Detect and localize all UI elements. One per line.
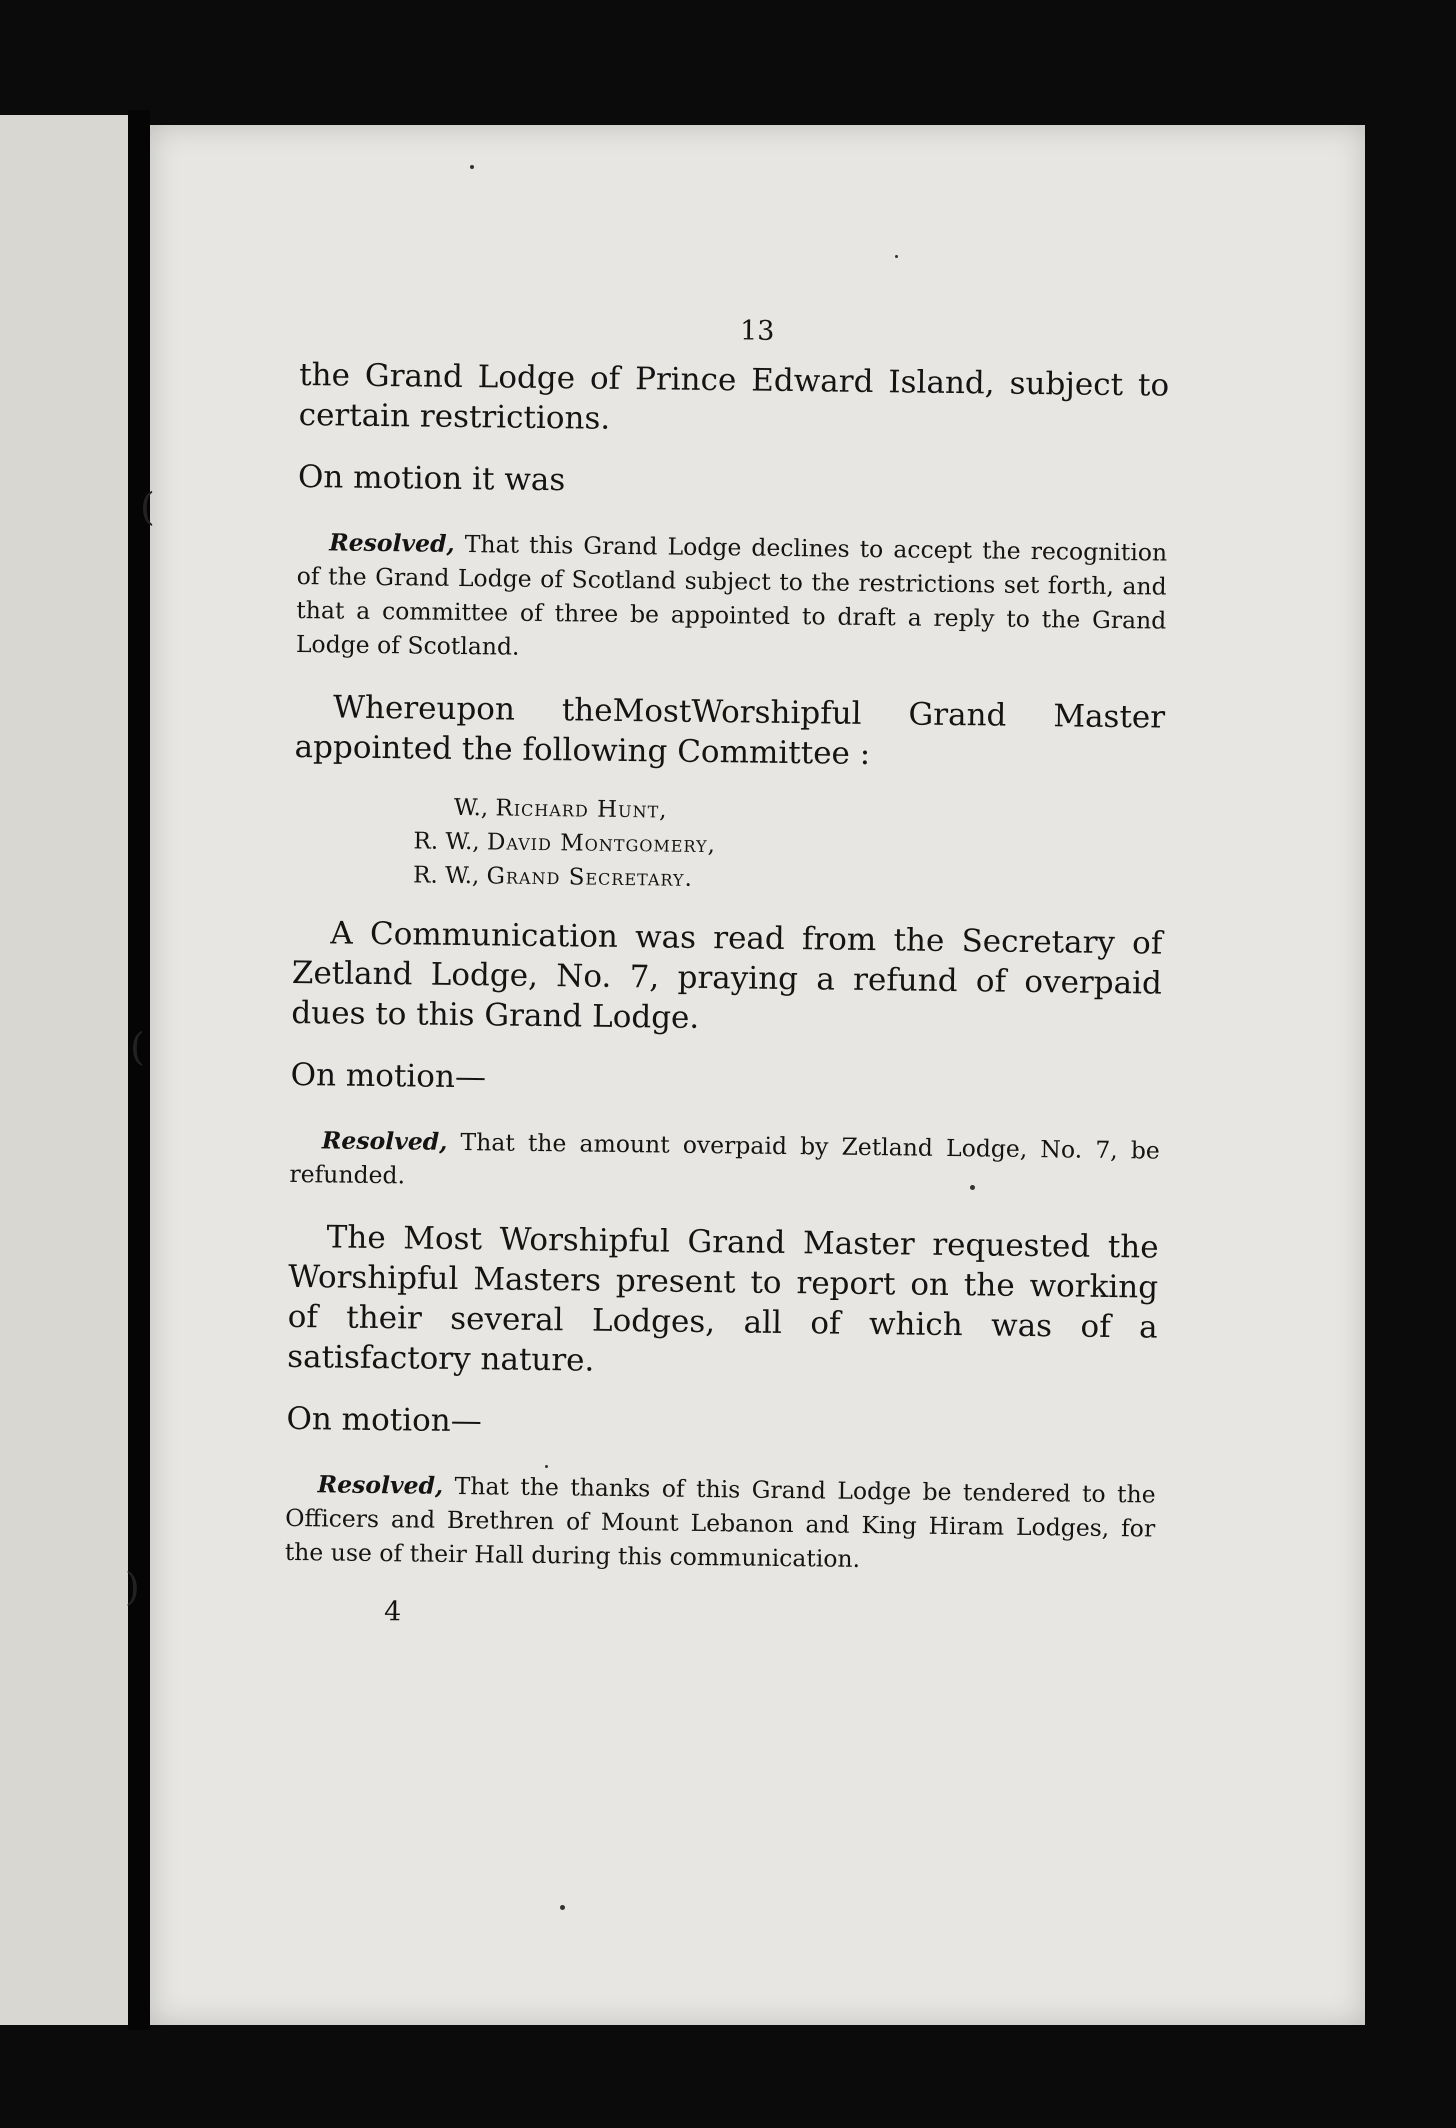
motion-heading: On motion it was [297,458,566,499]
member-name: David Montgomery, [486,829,717,859]
scan-speck [560,1905,565,1910]
motion-heading: On motion— [290,1056,487,1096]
resolved-label: Resolved, [321,1126,448,1156]
scan-speck [895,255,898,258]
member-name: Richard Hunt, [495,795,668,824]
margin-mark: ( [140,485,155,529]
communication-paragraph: A Communication was read from the Secretary of Zetland Lodge, No. 7, praying a refund of overpaid dues to this Grand Lodge. [291,915,1163,1036]
member-title: W., [453,794,489,822]
signature-mark: 4 [383,1596,402,1628]
margin-mark: ) [125,1565,140,1609]
report-paragraph: The Most Worshipful Grand Master requested the Worshipful Masters present to report on the working of their several Lodges, all of which was of a satisfactory nature. [286,1219,1159,1379]
page-text [284,310,1170,1637]
member-title: R. W., [413,828,480,856]
resolution-text: That the thanks of this Grand Lodge be tendered to the Officers and Brethren of Mount Lebanon and King Hiram Lodges, for the use of their Hall during this communication. [284,1471,1156,1573]
resolved-label: Resolved, [328,528,455,558]
member-title: R. W., [412,862,480,890]
scan-speck [470,165,474,169]
margin-mark: ( [130,1025,145,1069]
resolution-paragraph [296,525,1168,672]
gutter-shadow [128,110,150,2030]
continuation-paragraph: the Grand Lodge of Prince Edward Island, subject to certain restrictions. [298,356,1170,437]
committee-list [293,789,1164,902]
resolution-text: That the amount overpaid by Zetland Lodge, No. 7, be refunded. [289,1127,1160,1190]
resolution-text: That this Grand Lodge declines to accept the recognition of the Grand Lodge of Scotland subject to the restrictions set forth, and that a committee of three be appointed to draft a reply to the Grand Lodge of Scotland. [295,529,1168,661]
committee-intro-paragraph: Whereupon theMostWorshipful Grand Master appointed the following Committee : [294,689,1166,772]
resolved-label: Resolved, [317,1470,444,1500]
resolution-paragraph [285,1467,1156,1580]
motion-heading: On motion— [286,1400,482,1440]
member-name: Grand Secretary. [486,863,694,892]
resolution-paragraph [289,1123,1160,1202]
page-number: 13 [739,315,775,347]
previous-page-edge [0,115,128,2025]
